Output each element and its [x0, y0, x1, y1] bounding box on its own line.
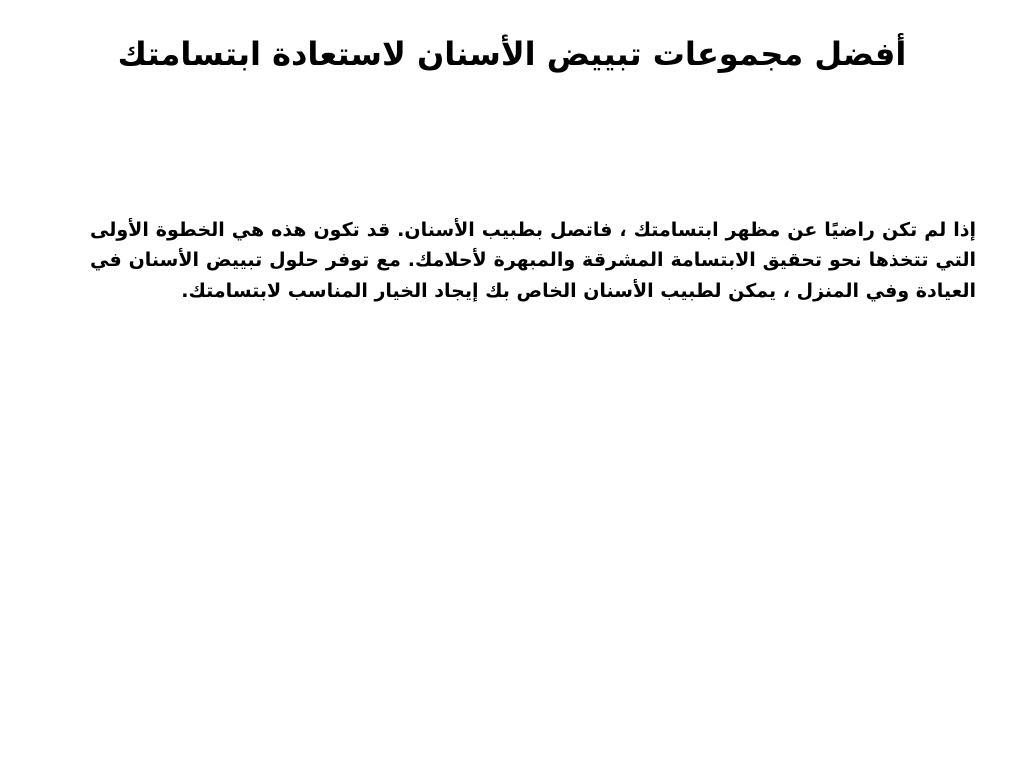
slide-body-text: إذا لم تكن راضيًا عن مظهر ابتسامتك ، فاتصل بطبيب الأسنان. قد تكون هذه هي الخطوة الأولى التي تتخذها نحو تحقيق الابتسامة المشرقة والمبهرة لأحلامك. مع توفر حلول تبييض الأسنان في العيادة وفي المنزل ، يمكن لطبيب الأسنان الخاص بك إيجاد الخيار المناسب لابتسامتك. [90, 219, 976, 302]
slide-title: أفضل مجموعات تبييض الأسنان لاستعادة ابتسامتك [117, 35, 907, 73]
